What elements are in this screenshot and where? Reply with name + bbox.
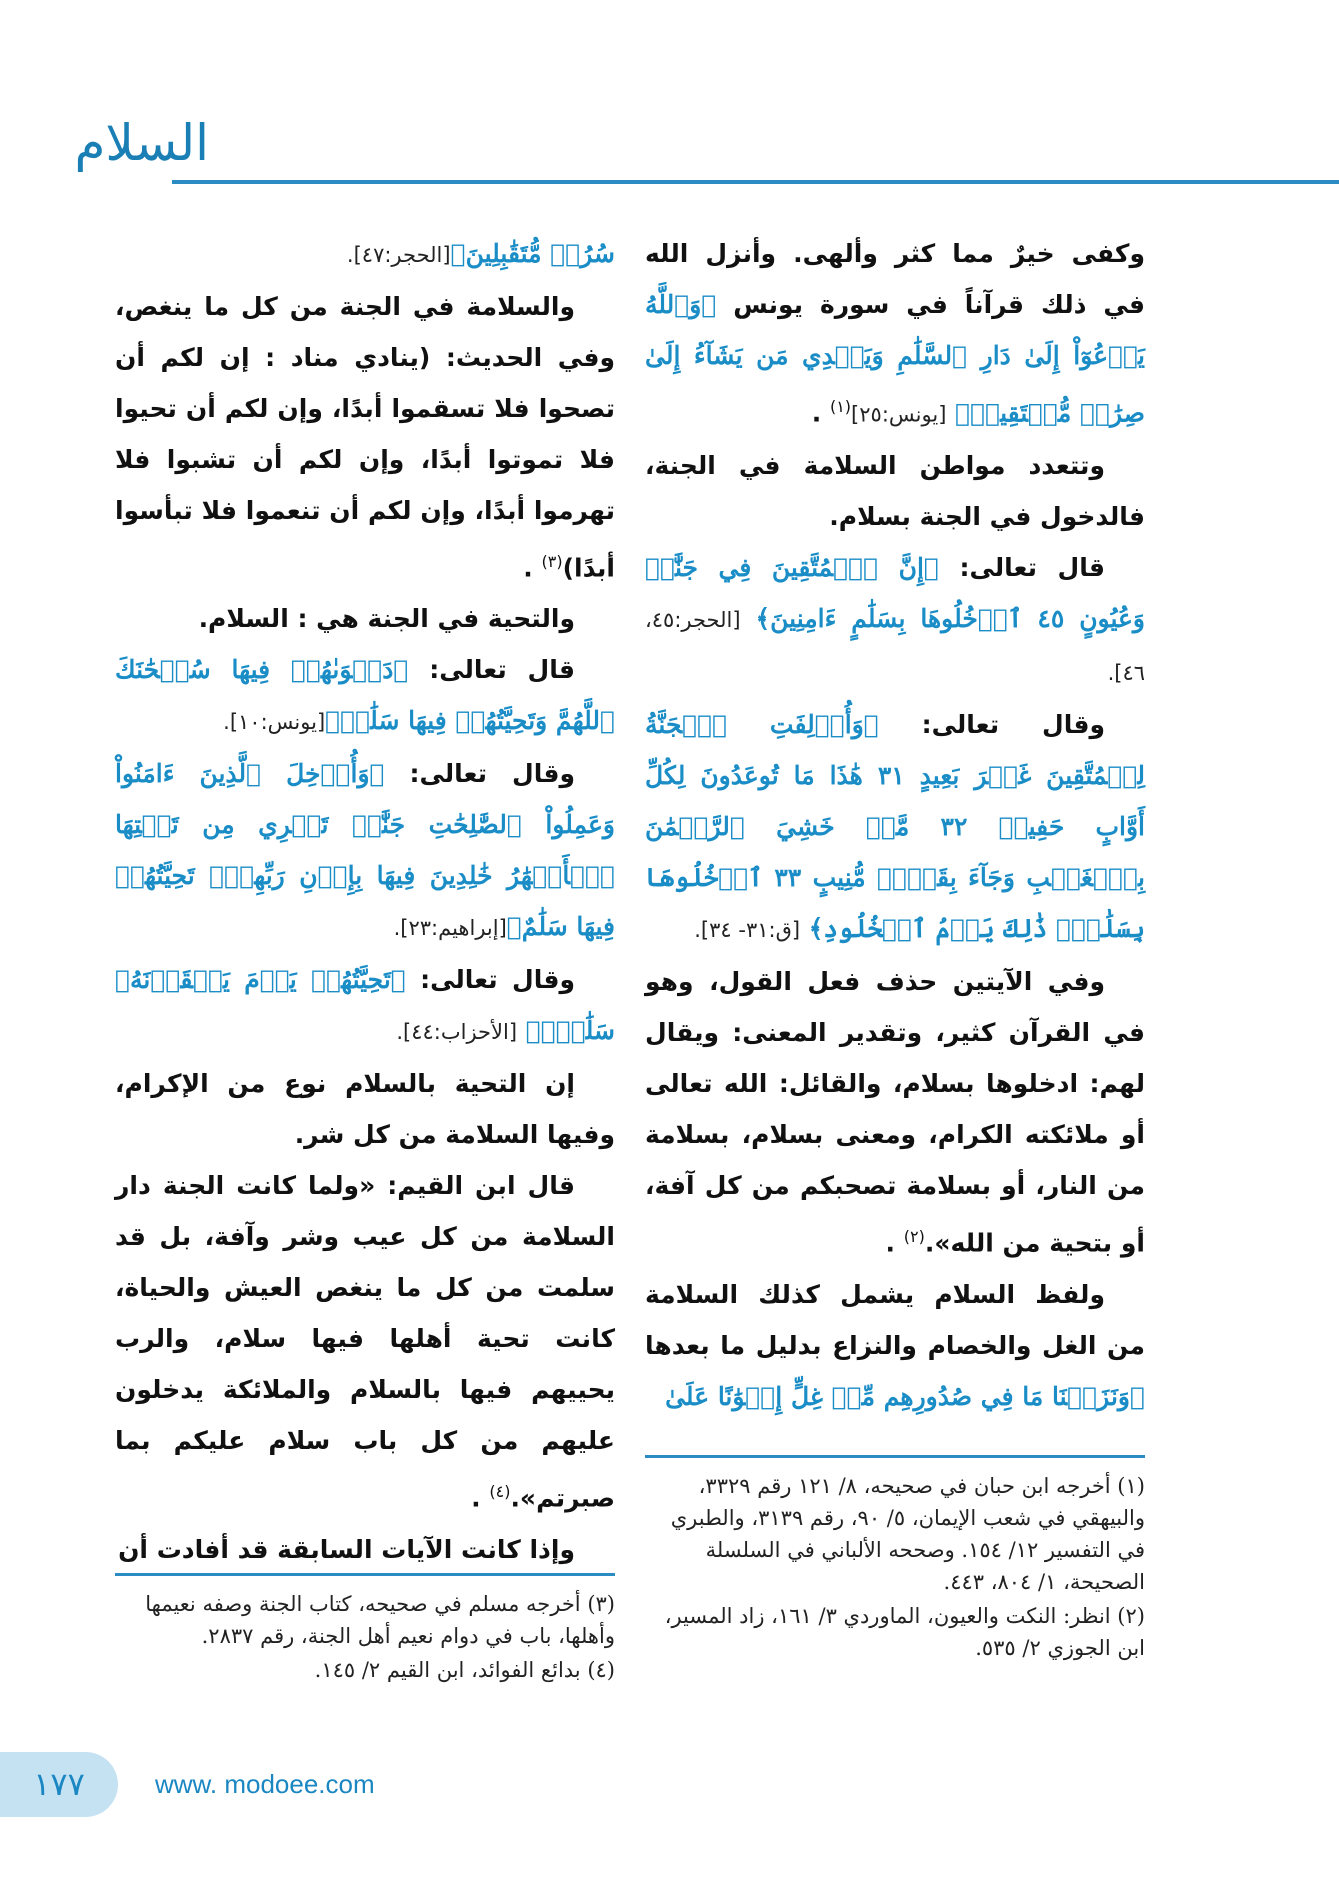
paragraph: إن التحية بالسلام نوع من الإكرام، وفيها السلامة من كل شر. (115, 1069, 615, 1150)
footnotes-left (115, 1588, 615, 1688)
website-link[interactable]: www. modoee.com (155, 1769, 375, 1799)
footnotes-right (645, 1470, 1145, 1666)
verse-citation: [الحجر:٤٥، ٤٦]. (645, 608, 1145, 686)
paragraph: قال تعالى: ﴿إِنَّ ٱلۡمُتَّقِينَ فِي جَنَّٰتٖ وَعُيُونٍ ٤٥ ٱدۡخُلُوهَا بِسَلَٰمٍ ءَامِنِينَ﴾ [الحجر:٤٥، ٤٦]. (645, 553, 1145, 686)
footnote: (٢) انظر: النكت والعيون، الماوردي ٣/ ١٦١، زاد المسير، ابن الجوزي ٢/ ٥٣٥. (664, 1604, 1145, 1660)
paragraph: وكفى خيرٌ مما كثر وألهى. وأنزل الله في ذلك قرآناً في سورة يونس ﴿وَٱللَّهُ يَدۡعُوٓاْ إِلَىٰ دَارِ ٱلسَّلَٰمِ وَيَهۡدِي مَن يَشَآءُ إِلَىٰ صِرَٰطٖ مُّسۡتَقِيمٖ﴾ [يونس:٢٥]$^{(١)}$ . (645, 239, 1145, 428)
page-number-badge (0, 1752, 118, 1817)
footnote-ref[interactable]: (٢) (903, 1227, 925, 1247)
quran-verse: ﴿وَأُدۡخِلَ ٱلَّذِينَ ءَامَنُواْ وَعَمِلُواْ ٱلصَّٰلِحَٰتِ جَنَّٰتٖ تَجۡرِي مِن تَحۡتِهَا ٱلۡأَنۡهَٰرُ خَٰلِدِينَ فِيهَا بِإِذۡنِ رَبِّهِمۡۖ تَحِيَّتُهُمۡ فِيهَا سَلَٰمٌ﴾ (115, 759, 615, 942)
paragraph: قال تعالى: ﴿دَعۡوَىٰهُمۡ فِيهَا سُبۡحَٰنَكَ ٱللَّهُمَّ وَتَحِيَّتُهُمۡ فِيهَا سَلَٰمٞ﴾[يونس:١٠]. (115, 655, 615, 736)
right-column (645, 228, 1145, 1422)
quran-verse: ﴿تَحِيَّتُهُمۡ يَوۡمَ يَلۡقَوۡنَهُۥ سَلَٰمٞۚ﴾ (115, 965, 615, 1046)
footnote: (٣) أخرجه مسلم في صحيحه، كتاب الجنة وصفه نعيمها وأهلها، باب في دوام نعيم أهل الجنة، رقم ٢٨٣٧. (145, 1592, 615, 1648)
paragraph: وفي الآيتين حذف فعل القول، وهو في القرآن كثير، وتقدير المعنى: ويقال لهم: ادخلوها بسلام، والقائل: الله تعالى أو ملائكته الكرام، ومعنى بسلام، بسلامة من النار، أو بسلامة تصحبكم من كل آفة، أو بتحية من الله».$^{(٢)}$ . (645, 967, 1145, 1258)
paragraph: وقال تعالى: ﴿وَأُدۡخِلَ ٱلَّذِينَ ءَامَنُواْ وَعَمِلُواْ ٱلصَّٰلِحَٰتِ جَنَّٰتٖ تَجۡرِي مِن تَحۡتِهَا ٱلۡأَنۡهَٰرُ خَٰلِدِينَ فِيهَا بِإِذۡنِ رَبِّهِمۡۖ تَحِيَّتُهُمۡ فِيهَا سَلَٰمٌ﴾[إبراهيم:٢٣]. (115, 759, 615, 942)
paragraph: ولفظ السلام يشمل كذلك السلامة من الغل والخصام والنزاع بدليل ما بعدها ﴿وَنَزَعۡنَا مَا فِي صُدُورِهِم مِّنۡ غِلٍّ إِخۡوَٰنًا عَلَىٰ (645, 1279, 1145, 1411)
verse-citation: [يونس:١٠]. (223, 710, 326, 735)
verse-citation: [إبراهيم:٢٣]. (393, 916, 507, 941)
header-divider (172, 180, 1339, 184)
quran-verse: ﴿إِنَّ ٱلۡمُتَّقِينَ فِي جَنَّٰتٖ وَعُيُونٍ ٤٥ ٱدۡخُلُوهَا بِسَلَٰمٍ ءَامِنِينَ﴾ (645, 553, 1145, 634)
paragraph: وقال تعالى: ﴿وَأُزۡلِفَتِ ٱلۡجَنَّةُ لِلۡمُتَّقِينَ غَيۡرَ بَعِيدٍ ٣١ هَٰذَا مَا تُوعَدُونَ لِكُلِّ أَوَّابٍ حَفِيظٖ ٣٢ مَّنۡ خَشِيَ ٱلرَّحۡمَٰنَ بِٱلۡغَيۡبِ وَجَآءَ بِقَلۡبٖ مُّنِيبٍ ٣٣ ٱدۡخُلُوهَا بِسَلَٰمٖۖ ذَٰلِكَ يَوۡمُ ٱلۡخُلُودِ﴾ [ق:٣١- ٣٤]. (645, 710, 1146, 944)
quran-verse: ﴿دَعۡوَىٰهُمۡ فِيهَا سُبۡحَٰنَكَ ٱللَّهُمَّ وَتَحِيَّتُهُمۡ فِيهَا سَلَٰمٞ﴾ (115, 655, 615, 736)
verse-citation: [ق:٣١- ٣٤]. (694, 918, 801, 943)
page-number: ١٧٧ (33, 1765, 85, 1803)
paragraph: والتحية في الجنة هي : السلام. (198, 604, 575, 634)
verse-citation: [يونس:٢٥] (851, 402, 947, 427)
quran-verse: سُرُرٖ مُّتَقَٰبِلِينَ﴾ (450, 239, 615, 268)
footnote-ref[interactable]: (٣) (541, 552, 563, 571)
page-title: السلام (74, 114, 209, 172)
footnote-ref[interactable]: (٤) (489, 1482, 511, 1502)
verse-citation: [الحجر:٤٧]. (346, 243, 451, 267)
verse-citation: [الأحزاب:٤٤]. (396, 1020, 518, 1045)
footnote: (٤) بدائع الفوائد، ابن القيم ٢/ ١٤٥. (314, 1658, 615, 1682)
quran-verse: ﴿وَٱللَّهُ يَدۡعُوٓاْ إِلَىٰ دَارِ ٱلسَّلَٰمِ وَيَهۡدِي مَن يَشَآءُ إِلَىٰ صِرَٰطٖ مُّسۡتَقِيمٖ﴾ (645, 290, 1145, 428)
paragraph: وقال تعالى: ﴿تَحِيَّتُهُمۡ يَوۡمَ يَلۡقَوۡنَهُۥ سَلَٰمٞۚ﴾ [الأحزاب:٤٤]. (115, 965, 615, 1046)
footnote-divider (115, 1573, 615, 1576)
quran-verse: ﴿وَأُزۡلِفَتِ ٱلۡجَنَّةُ لِلۡمُتَّقِينَ غَيۡرَ بَعِيدٍ ٣١ هَٰذَا مَا تُوعَدُونَ لِكُلِّ أَوَّابٍ حَفِيظٖ ٣٢ مَّنۡ خَشِيَ ٱلرَّحۡمَٰنَ بِٱلۡغَيۡبِ وَجَآءَ بِقَلۡبٖ مُّنِيبٍ ٣٣ ٱدۡخُلُوهَا بِسَلَٰمٖۖ ذَٰلِكَ يَوۡمُ ٱلۡخُلُودِ﴾ (645, 710, 1146, 944)
left-column (115, 228, 615, 1575)
paragraph (115, 228, 615, 281)
quran-verse: ﴿وَنَزَعۡنَا مَا فِي صُدُورِهِم مِّنۡ غِلٍّ إِخۡوَٰنًا عَلَىٰ (665, 1381, 1145, 1411)
paragraph: وإذا كانت الآيات السابقة قد أفادت أن (118, 1534, 575, 1564)
paragraph: قال ابن القيم: «ولما كانت الجنة دار السلامة من كل عيب وشر وآفة، بل قد سلمت من كل ما ينغص العيش والحياة، كانت تحية أهلها فيها سلام، والرب يحييهم فيها بالسلام والملائكة يدخلون عليهم من كل باب سلام عليكم بما صبرتم».$^{(٤)}$ . (115, 1171, 615, 1513)
paragraph: والسلامة في الجنة من كل ما ينغص، وفي الحديث: (ينادي مناد : إن لكم أن تصحوا فلا تسقموا أبدًا، وإن لكم أن تحيوا فلا تموتوا أبدًا، وإن لكم أن تشبوا فلا تهرموا أبدًا، وإن لكم أن تنعموا فلا تبأسوا أبدًا)$^{(٣)}$ . (115, 292, 615, 583)
paragraph: وتتعدد مواطن السلامة في الجنة، فالدخول في الجنة بسلام. (645, 451, 1145, 532)
footnote: (١) أخرجه ابن حبان في صحيحه، ٨/ ١٢١ رقم ٣٣٢٩، والبيهقي في شعب الإيمان، ٥/ ٩٠، رقم ٣١٣٩، والطبري في التفسير ١٢/ ١٥٤. وصححه الألباني في السلسلة الصحيحة، ١/ ٨٠٤، ٤٤٣. (670, 1474, 1145, 1594)
footnote-divider (645, 1455, 1145, 1458)
footnote-ref[interactable]: (١) (829, 397, 852, 416)
